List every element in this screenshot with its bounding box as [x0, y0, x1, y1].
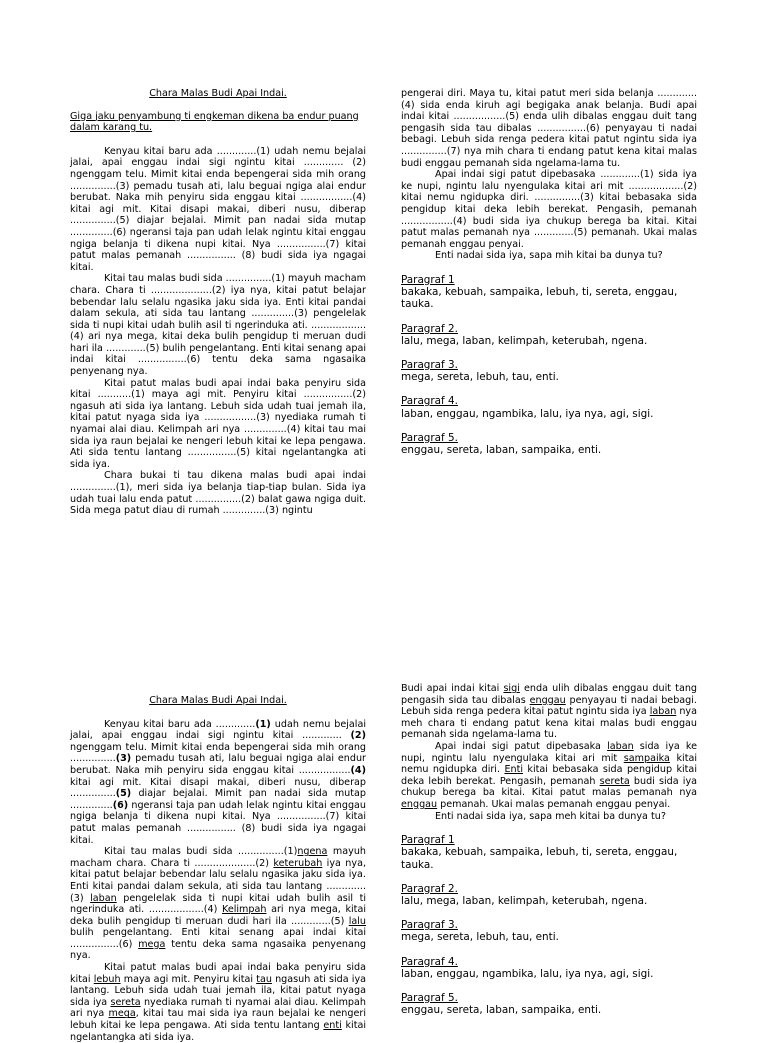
text-run: pemadu tusah ati, lalu beguai ngiga alai endur berubat. Naka mih penyiru sida enggau kitai .................	[70, 753, 366, 776]
word-bank-label: Paragraf 4.	[401, 395, 458, 408]
text-run: maya agi mit. Penyiru kitai	[120, 973, 257, 985]
text-run: Budi apai indai kitai	[401, 683, 504, 694]
answer-word: sereta	[599, 775, 630, 787]
word-bank-words: laban, enggau, ngambika, lalu, iya nya, agi, sigi.	[401, 407, 654, 420]
text-run: Kitai tau malas budi sida ...............(1)	[104, 846, 298, 858]
page1-word-bank	[401, 274, 697, 456]
word-bank-label: Paragraf 3.	[401, 358, 458, 371]
word-bank-words: lalu, mega, laban, kelimpah, keterubah, ngena.	[401, 894, 648, 907]
page2-right-column	[401, 683, 697, 1024]
word-bank-label: Paragraf 5.	[401, 431, 458, 444]
word-bank-words: lalu, mega, laban, kelimpah, keterubah, ngena.	[401, 334, 648, 347]
word-bank-label: Paragraf 3.	[401, 919, 458, 932]
word-bank-label: Paragraf 1	[401, 273, 455, 286]
blank-number: (5)	[115, 788, 132, 800]
answer-word: lalu	[348, 915, 366, 927]
answer-word: ngena	[297, 846, 328, 858]
answer-word: enggau	[529, 694, 566, 706]
page2-paragraph-1	[70, 719, 366, 847]
page1-title: Chara Malas Budi Apai Indai.	[149, 88, 287, 99]
text-run: kitai agi mit. Kitai disapi makai, diberi nusu, diberap ...............	[70, 776, 366, 800]
word-bank-words: mega, sereta, lebuh, tau, enti.	[401, 371, 559, 384]
page1-right-column	[401, 88, 697, 488]
answer-word: sereta	[110, 996, 141, 1008]
page1-left-column	[70, 88, 366, 517]
text-run: mayuh macham chara. Chara ti ....................(2)	[70, 846, 366, 869]
answer-word: mega	[138, 938, 166, 950]
answer-word: sampaika	[623, 752, 670, 764]
page1-paragraph-3: Kitai patut malas budi apai indai baka penyiru sida kitai ...........(1) maya agi mit. Penyiru kitai ................(2) ngasuh ati sida iya lantang. Lebuh sida udah tuai jemah ila, kitai patut nyaga sida iya .................(3) nyediaka rumah ti nyamai alai diau. Kelimpah ari nya ..............(4) kitai tau mai sida iya raun bejalai ke nengeri lebuh kitai ke lepa pengawa. Ati sida tentu lantang ................(5) kitai ngelantangka ati sida iya.	[70, 377, 366, 470]
answer-word: enti	[323, 1020, 342, 1032]
text-run: nya meh chara ti endang patut kena kitai malas budi enggau pemanah sida ngelama-lama tu.	[401, 706, 697, 741]
blank-number: (4)	[350, 764, 366, 776]
word-bank-label: Paragraf 2.	[401, 322, 458, 335]
page2-paragraph-4	[401, 683, 697, 741]
page1-instruction: Giga jaku penyambung ti engkeman dikena ba endur puang dalam karang tu.	[70, 110, 359, 134]
answer-word: tau	[256, 973, 272, 985]
answer-word: sigi	[503, 683, 520, 694]
blank-number: (2)	[350, 730, 366, 742]
page2-paragraph-2	[70, 846, 366, 962]
answer-word: Enti	[504, 764, 524, 776]
page1-paragraph-4: Chara bukai ti tau dikena malas budi apai indai ...............(1), meri sida iya belanja tiap-tiap bulan. Sida iya udah tuai lalu enda patut ...............(2) balat gawa ngiga duit. Sida mega patut diau di rumah ..............(3) ngintu	[70, 470, 366, 517]
text-run: Apai indai sigi patut dipebasaka	[435, 740, 608, 752]
text-run: kitai nemu ngidupka diri.	[401, 752, 698, 776]
page2-title: Chara Malas Budi Apai Indai.	[149, 695, 287, 706]
word-bank-words: bakaka, kebuah, sampaika, lebuh, ti, sereta, enggau, tauka.	[401, 286, 678, 311]
page1-paragraph-5: Apai indai sigi patut dipebasaka .............(1) sida iya ke nupi, ngintu lalu nyengulaka kitai ari mit ..................(2) kitai nemu ngidupka diri. ...............(3) kitai bebasaka sida pengidup kitai deka lebih berekat. Pengasih, pemanah .................(4) budi sida iya chukup berega ba kitai. Kitai patut malas pemanah nya .............(5) pemanah. Ukai malas pemanah enggau penyai.	[401, 169, 697, 250]
page2-closing-question	[401, 811, 697, 823]
blank-number: (3)	[115, 753, 132, 765]
answer-word: laban	[90, 892, 117, 904]
word-bank-label: Paragraf 2.	[401, 882, 458, 895]
page2-left-column	[70, 695, 367, 1043]
text-run: pengelelak sida ti nupi kitai udah bulih asil ti ngerinduka ati. ..................(4)	[70, 892, 367, 916]
word-bank-label: Paragraf 4.	[401, 955, 458, 968]
word-bank-words: bakaka, kebuah, sampaika, lebuh, ti, sereta, enggau, tauka.	[401, 846, 678, 871]
text-run: enda ulih dibalas enggau duit tang pengasih sida tau dibalas	[401, 683, 697, 706]
answer-word: laban	[607, 740, 634, 752]
text-run: ngeransi taja pan udah lelak ngintu kitai enggau ngiga belanja ti dikena nupi kitai. Nya ................(7) kitai patut malas pemanah ................ (8) budi sida iya ngagai kitai.	[70, 799, 366, 846]
answer-word: lebuh	[93, 973, 121, 985]
answer-word: mega	[108, 1008, 136, 1020]
page1-paragraph-2: Kitai tau malas budi sida ...............(1) mayuh macham chara. Chara ti ....................(2) iya nya, kitai patut belajar bebendar lalu selalu ngasika jaku sida iya. Enti kitai pandai dalam sekula, ati sida tau lantang ..............(3) pengelelak sida ti nupi kitai udah bulih asil ti ngerinduka ati. ..................(4) ari nya mega, kitai deka bulih pengidup ti meruan dudi hari ila .............(5) bulih pengelantang. Enti kitai senang apai indai kitai ................(6) tentu deka sama ngasaika penyenang nya.	[70, 273, 366, 378]
blank-number: (1)	[255, 718, 271, 730]
page2-paragraph-5	[401, 741, 697, 811]
word-bank-words: enggau, sereta, laban, sampaika, enti.	[401, 443, 602, 456]
answer-word: enggau	[401, 798, 438, 810]
text-run: iya nya, kitai patut belajar bebendar lalu selalu ngasika jaku sida iya. Enti kitai pandai dalam sekula, ati sida tau lantang .............(3)	[70, 857, 366, 904]
word-bank-label: Paragraf 1	[401, 834, 455, 847]
page2-paragraph-3	[70, 962, 366, 1043]
word-bank-words: laban, enggau, ngambika, lalu, iya nya, agi, sigi.	[401, 967, 654, 980]
text-run: tentu deka sama ngasaika penyenang nya.	[70, 938, 366, 962]
text-run: ari nya mega, kitai deka bulih pengidup ti meruan dudi hari ila .............(5)	[70, 904, 366, 927]
text-run: budi sida iya chukup berega ba kitai. Kitai patut malas pemanah nya	[401, 775, 697, 799]
word-bank-label: Paragraf 5.	[401, 991, 458, 1004]
text-run: kitai bebasaka sida pengidup kitai deka lebih berekat. Pengasih, pemanah	[401, 764, 697, 787]
text-run: kitai ngelantangka ati sida iya.	[70, 1020, 366, 1043]
page2-word-bank	[401, 834, 697, 1016]
page1-paragraph-1: Kenyau kitai baru ada .............(1) udah nemu bejalai jalai, apai enggau indai sigi ngintu kitai ............. (2) ngenggam telu. Mimit kitai enda bepengerai sida mih orang ...............(3) pemadu tusah ati, lalu beguai ngiga alai endur berubat. Naka mih penyiru sida enggau kitai .................(4) kitai agi mit. Kitai disapi makai, diberi nusu, diberap ...............(5) diajar bejalai. Mimit pan nadai sida mutap ..............(6) ngeransi taja pan udah lelak ngintu kitai enggau ngiga belanja ti dikena nupi kitai. Nya ................(7) kitai patut malas pemanah ................ (8) budi sida iya ngagai kitai.	[70, 145, 366, 273]
text-run: pemanah. Ukai malas pemanah enggau penyai.	[437, 798, 671, 810]
text-run: udah nemu bejalai jalai, apai enggau indai sigi ngintu kitai .............	[70, 718, 366, 742]
word-bank-words: enggau, sereta, laban, sampaika, enti.	[401, 1004, 602, 1017]
text-run: sida iya ke nupi, ngintu lalu nyengulaka kitai ari mit	[401, 740, 697, 764]
page1-paragraph-4-continued: pengerai diri. Maya tu, kitai patut meri sida belanja .............(4) sida enda kiruh agi begigaka anak belanja. Budi apai indai kitai .................(5) enda ulih dibalas enggau duit tang pengasih sida tau dibalas ................(6) penyayau ti nadai bebagi. Lebuh sida renga pedera kitai patut ngintu sida iya ...............(7) nya mih chara ti endang patut kena kitai malas budi enggau pemanah sida ngelama-lama tu.	[401, 88, 697, 169]
answer-word: laban	[649, 706, 677, 718]
text-run: Kitai patut malas budi apai indai baka penyiru sida kitai	[70, 962, 366, 985]
text-run: , kitai tau mai sida iya raun bejalai ke nengeri lebuh kitai ke lepa pengawa. Ati sida tentu lantang	[70, 1008, 366, 1032]
text-run: ngasuh ati sida iya lantang. Lebuh sida udah tuai jemah ila, kitai patut nyaga sida iya	[70, 973, 367, 1008]
blank-number: (6)	[112, 799, 129, 811]
page1-closing-question: Enti nadai sida iya, sapa mih kitai ba dunya tu?	[435, 250, 663, 262]
word-bank-words: mega, sereta, lebuh, tau, enti.	[401, 931, 559, 944]
text-run: diajar bejalai. Mimit pan nadai sida mutap ..............	[70, 788, 366, 811]
answer-word: keterubah	[273, 857, 323, 869]
text-run: nyediaka rumah ti nyamai alai diau. Kelimpah ari nya	[70, 996, 366, 1020]
text-run: penyayau ti nadai bebagi. Lebuh sida renga pedera kitai patut ngintu sida iya	[401, 694, 697, 718]
answer-word: Kelimpah	[222, 904, 267, 916]
text-run: bulih pengelantang. Enti kitai senang apai indai kitai ................(6)	[70, 927, 366, 950]
text-run: Kenyau kitai baru ada .............	[104, 718, 256, 730]
text-run: ngenggam telu. Mimit kitai enda bepengerai sida mih orang ...............	[70, 741, 366, 765]
text-run: Enti nadai sida iya, sapa meh kitai ba dunya tu?	[435, 810, 666, 822]
